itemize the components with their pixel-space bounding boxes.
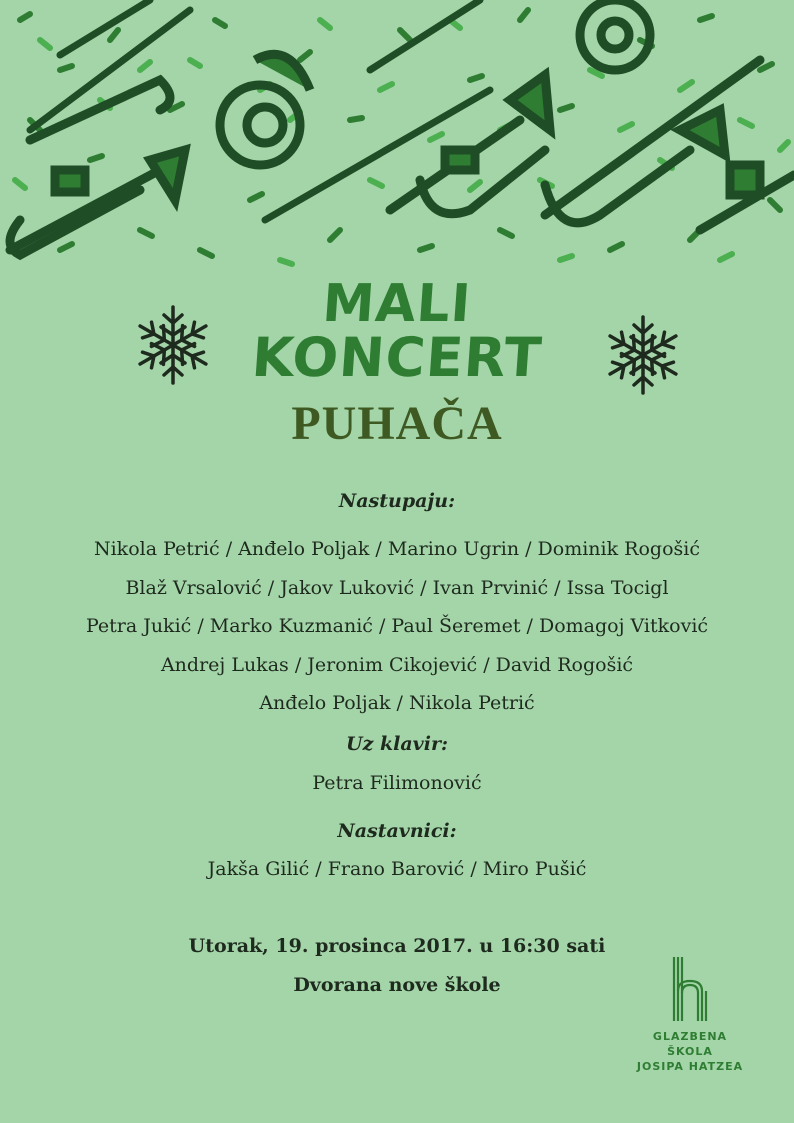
title-line-1: MALI xyxy=(320,274,474,334)
performers-section xyxy=(0,490,794,512)
title-line-2: KONCERT xyxy=(249,326,545,389)
subtitle: PUHAČA xyxy=(291,397,503,450)
piano-section xyxy=(0,733,794,755)
performers-list xyxy=(0,530,794,723)
event-venue: Dvorana nove škole xyxy=(293,974,501,996)
piano-heading: Uz klavir: xyxy=(346,733,448,755)
performers-heading: Nastupaju: xyxy=(338,490,456,512)
brass-instruments-illustration xyxy=(0,0,794,275)
performers-line: Anđelo Poljak / Nikola Petrić xyxy=(259,692,535,714)
school-name-line-1: GLAZBENA ŠKOLA xyxy=(652,1030,728,1058)
teachers-section xyxy=(0,820,794,842)
performers-line: Andrej Lukas / Jeronim Cikojević / David Rogošić xyxy=(160,653,634,676)
performers-line: Blaž Vrsalović / Jakov Luković / Ivan Prvinić / Issa Tocigl xyxy=(125,576,669,599)
school-logo xyxy=(630,955,750,1074)
teachers-names: Jakša Gilić / Frano Barović / Miro Pušić xyxy=(207,858,587,880)
snowflake-icon-right xyxy=(598,310,688,400)
school-name-line-2: JOSIPA HATZEA xyxy=(636,1060,744,1073)
snowflake-icon-left xyxy=(128,300,218,390)
teachers-heading: Nastavnici: xyxy=(337,820,457,842)
event-datetime: Utorak, 19. prosinca 2017. u 16:30 sati xyxy=(188,935,606,957)
piano-name: Petra Filimonović xyxy=(312,772,482,794)
french-horn-icon-2 xyxy=(580,0,650,70)
school-logo-icon xyxy=(668,955,712,1025)
performers-line: Nikola Petrić / Anđelo Poljak / Marino Ugrin / Dominik Rogošić xyxy=(93,538,700,560)
trumpet-icon-3 xyxy=(700,165,794,230)
french-horn-icon xyxy=(220,54,310,165)
trumpet-icon xyxy=(10,80,185,255)
performers-line: Petra Jukić / Marko Kuzmanić / Paul Šeremet / Domagoj Vitković xyxy=(85,615,709,637)
